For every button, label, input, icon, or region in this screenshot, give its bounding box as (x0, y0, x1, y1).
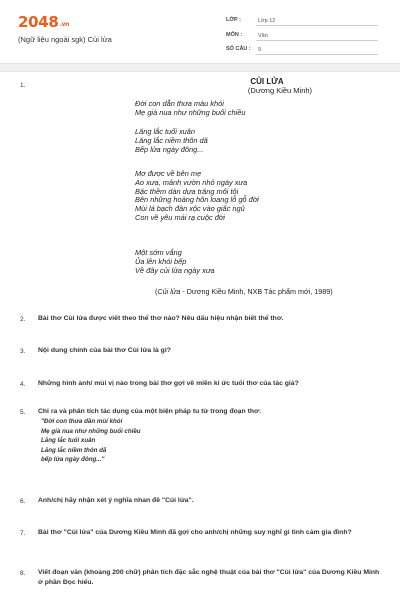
question-text-3: Nội dung chính của bài thơ Củi lửa là gì? (38, 347, 171, 354)
poem-stanza (135, 100, 245, 118)
poem-line: Lăng lắc niềm thôn dã (135, 135, 208, 145)
poem-author: (Dương Kiều Minh) (247, 86, 313, 95)
quote-line: Mẹ già nua như những buổi chiều (41, 427, 141, 435)
meta-subject-label: MÔN : (226, 32, 243, 38)
document-title: (Ngữ liệu ngoài sgk) Củi lửa (18, 35, 112, 44)
quoted-stanza (41, 417, 141, 465)
question-number-2: 2. (20, 316, 26, 323)
poem-line: Bên những hoàng hôn loang lỗ gỗ đời (135, 195, 259, 205)
question-text-6: Anh/chị hãy nhận xét ý nghĩa nhan đề "Củi lửa". (38, 497, 194, 504)
question-number-8: 8. (20, 570, 26, 577)
poem-line: Bếp lửa ngày đông... (135, 144, 204, 154)
meta-count-value: 9 (256, 45, 378, 55)
poem-line: Ủa lên khói bếp (135, 256, 187, 266)
poem-line: Mẹ già nua như những buổi chiều (135, 107, 246, 117)
question-number-4: 4. (20, 381, 26, 388)
header-divider (0, 63, 400, 72)
quote-line: bếp lửa ngày đông..." (41, 456, 105, 464)
question-text-5: Chỉ ra và phân tích tác dụng của một biện pháp tu từ trong đoạn thơ: (38, 408, 262, 415)
logo-domain: .vn (59, 21, 70, 28)
quote-line: Lăng lắc tuổi xuân (41, 437, 96, 445)
poem-stanza (135, 170, 259, 223)
quote-line: Lăng lắc niềm thôn dã (41, 446, 107, 454)
question-text-2: Bài thơ Củi lửa được viết theo thể thơ nào? Nêu dấu hiệu nhận biết thể thơ. (38, 315, 284, 322)
poem-line: Ao xưa, mảnh vườn nhỏ ngày xưa (135, 177, 248, 187)
meta-class-label: LỚP : (226, 17, 241, 23)
meta-subject-value: Văn (256, 31, 378, 41)
poem-line: Về đây củi lửa ngày xưa (135, 265, 215, 275)
meta-class-value: Lớp 12 (256, 16, 378, 26)
question-number-3: 3. (20, 348, 26, 355)
question-text-7: Bài thơ "Củi lửa" của Dương Kiều Minh đã gợi cho anh/chị những suy nghĩ gì tình cảm gia đình? (38, 529, 352, 536)
site-logo[interactable] (18, 13, 69, 31)
meta-count-label: SỐ CÂU : (226, 46, 251, 52)
question-text-4: Những hình ảnh/ mùi vị nào trong bài thơ gợi về miền kí ức tuổi thơ của tác giả? (38, 380, 299, 387)
question-number-1: 1. (20, 82, 26, 89)
poem-stanza (135, 249, 215, 275)
poem-title: CỦI LỬA (250, 77, 284, 86)
poem-source: (Củi lửa - Dương Kiều Minh, NXB Tác phẩm mới, 1989) (155, 287, 333, 296)
poem-line: Mơ được về bên mẹ (135, 169, 202, 178)
question-number-5: 5. (20, 409, 26, 416)
meta-class-row (226, 15, 378, 28)
meta-subject-row (226, 30, 378, 43)
poem-source-detail: - Dương Kiều Minh, NXB Tác phẩm mới, 1989) (180, 287, 333, 296)
poem-line: Một sớm vắng (135, 248, 182, 257)
quote-line: "Đời con thưa dần mùi khói (41, 418, 123, 425)
poem-line: Đời con dẫn thưa màu khói (135, 99, 224, 108)
poem-line: Con về yêu mái rạ cuộc đời (135, 212, 225, 222)
worksheet-header (0, 0, 400, 62)
poem-line: Bặc thềm dàn dựa trăng mối tôi (135, 186, 239, 196)
poem-source-title: Củi lửa (157, 287, 181, 296)
question-number-7: 7. (20, 530, 26, 537)
question-number-6: 6. (20, 498, 26, 505)
logo-text: 2048 (18, 13, 59, 31)
poem-stanza (135, 128, 208, 154)
meta-count-row (226, 44, 378, 57)
poem-line: Mùi lá bạch đàn xộc vào giấc ngủ (135, 204, 245, 214)
question-text-8: Viết đoạn văn (khoảng 200 chữ) phân tích đặc sắc nghệ thuật của bài thơ "Củi lửa" của Dương Kiều Minh ở phần Đọc hiểu. (38, 569, 380, 586)
poem-line: Lăng lắc tuổi xuân (135, 127, 195, 136)
